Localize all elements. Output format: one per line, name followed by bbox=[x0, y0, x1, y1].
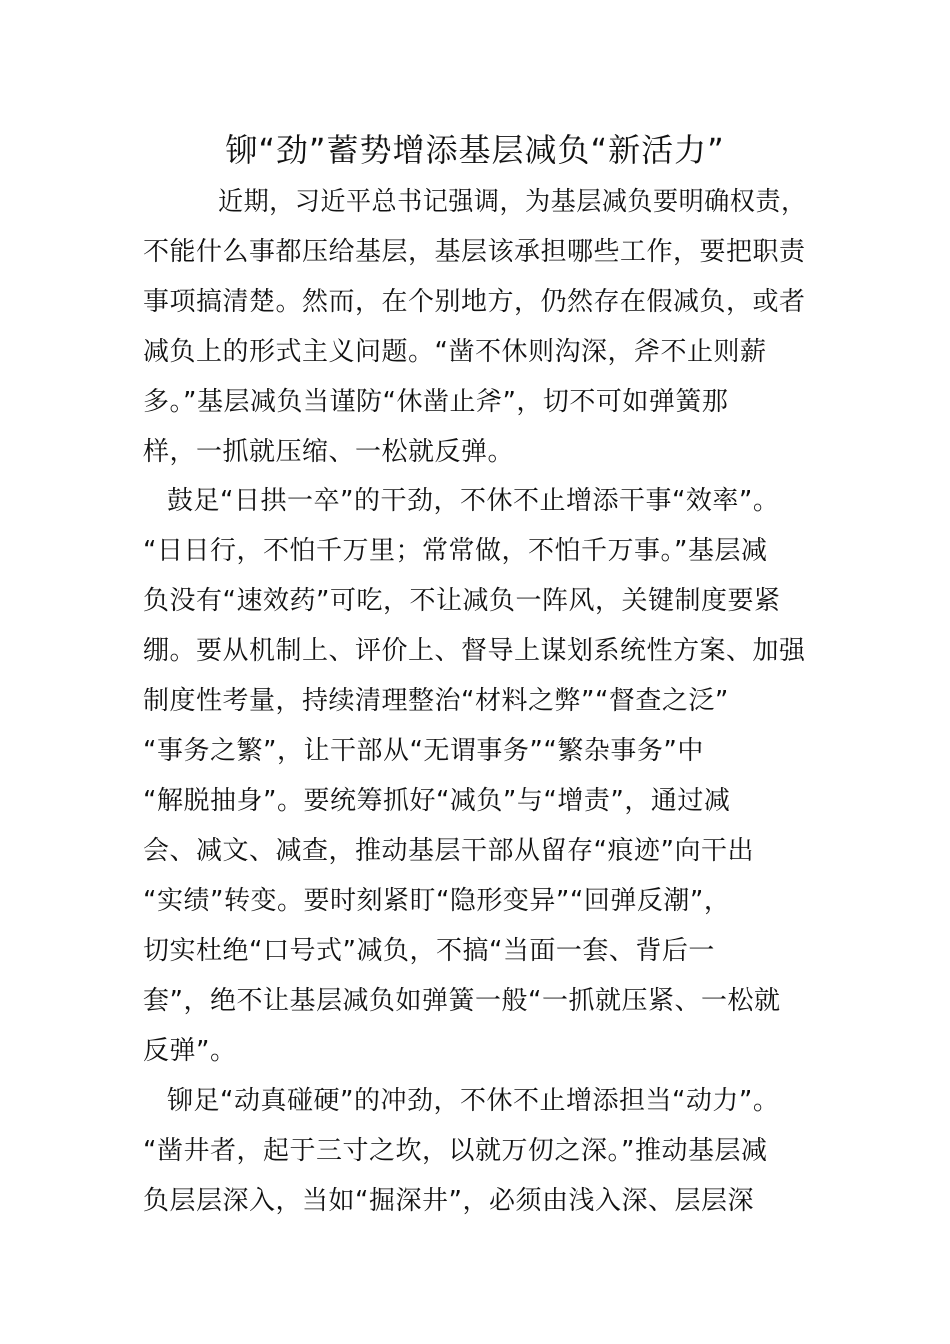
text-line: 事项搞清楚。然而，在个别地方，仍然存在假减负，或者 bbox=[143, 287, 806, 317]
text-line: “解脱抽身”。要统筹抓好“减负”与“增责”，通过减 bbox=[143, 786, 731, 816]
text-line: 样，一抓就压缩、一松就反弹。 bbox=[143, 437, 515, 467]
text-line: 制度性考量，持续清理整治“材料之弊”“督查之泛” bbox=[143, 686, 729, 716]
text-line: 反弹”。 bbox=[143, 1036, 237, 1066]
text-line: 套”，绝不让基层减负如弹簧一般“一抓就压紧、一松就 bbox=[143, 986, 781, 1016]
document-title: 铆“劲”蓄势增添基层减负“新活力” bbox=[225, 131, 725, 169]
text-line: 减负上的形式主义问题。“凿不休则沟深，斧不止则薪 bbox=[143, 337, 767, 367]
text-line: 近期，习近平总书记强调，为基层减负要明确权责， bbox=[218, 187, 807, 217]
text-line: “日日行，不怕千万里；常常做，不怕千万事。”基层减 bbox=[143, 536, 768, 566]
text-line: 切实杜绝“口号式”减负，不搞“当面一套、背后一 bbox=[143, 936, 715, 966]
text-line: 不能什么事都压给基层，基层该承担哪些工作，要把职责 bbox=[143, 237, 806, 267]
text-line: “凿井者，起于三寸之坎，以就万仞之深。”推动基层减 bbox=[143, 1136, 768, 1166]
text-line: 绷。要从机制上、评价上、督导上谋划系统性方案、加强 bbox=[143, 636, 806, 666]
text-line: 负没有“速效药”可吃，不让减负一阵风，关键制度要紧 bbox=[143, 586, 781, 616]
text-line: “实绩”转变。要时刻紧盯“隐形变异”“回弹反潮”， bbox=[143, 886, 731, 916]
text-line: 负层层深入，当如“掘深井”，必须由浅入深、层层深 bbox=[143, 1186, 754, 1216]
text-line: 会、减文、减查，推动基层干部从留存“痕迹”向干出 bbox=[143, 836, 754, 866]
text-line: 鼓足“日拱一卒”的干劲，不休不止增添干事“效率”。 bbox=[167, 486, 780, 516]
text-line: 多。”基层减负当谨防“休凿止斧”，切不可如弹簧那 bbox=[143, 387, 729, 417]
text-line: “事务之繁”，让干部从“无谓事务”“繁杂事务”中 bbox=[143, 736, 704, 766]
text-line: 铆足“动真碰硬”的冲劲，不休不止增添担当“动力”。 bbox=[167, 1086, 780, 1116]
